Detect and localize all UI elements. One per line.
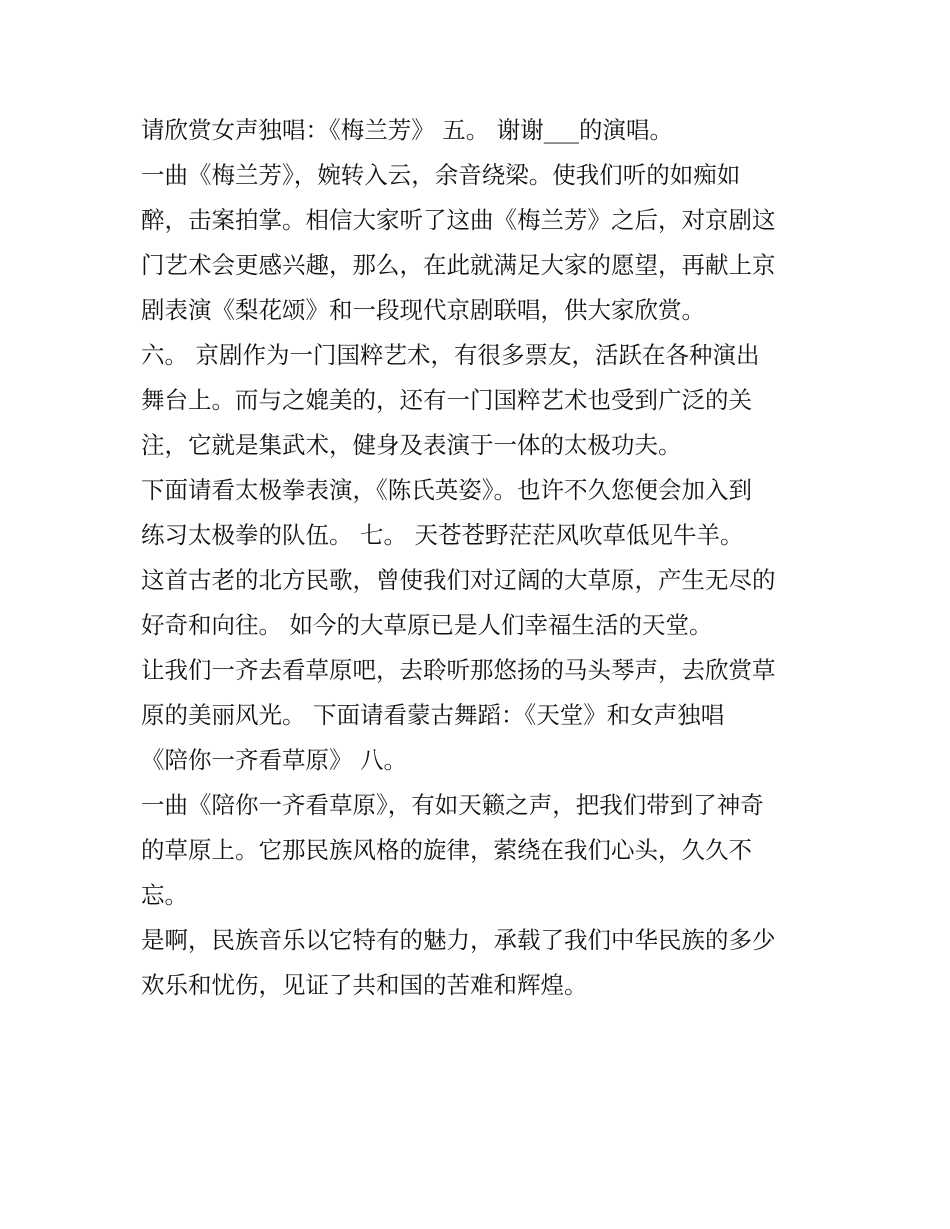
text-line: 请欣赏女声独唱：《梅兰芳》 五。 谢谢___的演唱。 (141, 116, 673, 144)
text-line: 欢乐和忧伤，见证了共和国的苦难和辉煌。 (141, 971, 588, 999)
text-line: 是啊，民族音乐以它特有的魅力，承载了我们中华民族的多少 (141, 926, 776, 954)
text-line: 醉，击案拍掌。相信大家听了这曲《梅兰芳》之后，对京剧这 (141, 206, 776, 234)
text-line: 六。 京剧作为一门国粹艺术，有很多票友，活跃在各种演出 (141, 341, 760, 369)
text-line: 练习太极拳的队伍。 七。 天苍苍野茫茫风吹草低见牛羊。 (141, 521, 744, 549)
text-line: 门艺术会更感兴趣，那么，在此就满足大家的愿望，再献上京 (141, 251, 776, 279)
text-line: 一曲《陪你一齐看草原》，有如天籁之声，把我们带到了神奇 (141, 791, 764, 819)
text-line: 的草原上。它那民族风格的旋律，萦绕在我们心头，久久不 (141, 836, 752, 864)
text-line: 好奇和向往。 如今的大草原已是人们幸福生活的天堂。 (141, 611, 713, 639)
text-line: 一曲《梅兰芳》，婉转入云，余音绕梁。使我们听的如痴如 (141, 161, 741, 189)
text-line: 注，它就是集武术，健身及表演于一体的太极功夫。 (141, 431, 682, 459)
text-line: 忘。 (141, 881, 188, 909)
text-line: 原的美丽风光。 下面请看蒙古舞蹈：《天堂》和女声独唱 (141, 701, 725, 729)
text-line: 舞台上。而与之媲美的，还有一门国粹艺术也受到广泛的关 (141, 386, 752, 414)
text-line: 让我们一齐去看草原吧，去聆听那悠扬的马头琴声，去欣赏草 (141, 656, 776, 684)
text-line: 这首古老的北方民歌，曾使我们对辽阔的大草原，产生无尽的 (141, 566, 776, 594)
text-line: 剧表演《梨花颂》和一段现代京剧联唱，供大家欣赏。 (141, 296, 705, 324)
text-line: 下面请看太极拳表演，《陈氏英姿》。也许不久您便会加入到 (141, 476, 752, 504)
text-line: 《陪你一齐看草原》 八。 (141, 746, 407, 774)
document-body (141, 108, 821, 1008)
